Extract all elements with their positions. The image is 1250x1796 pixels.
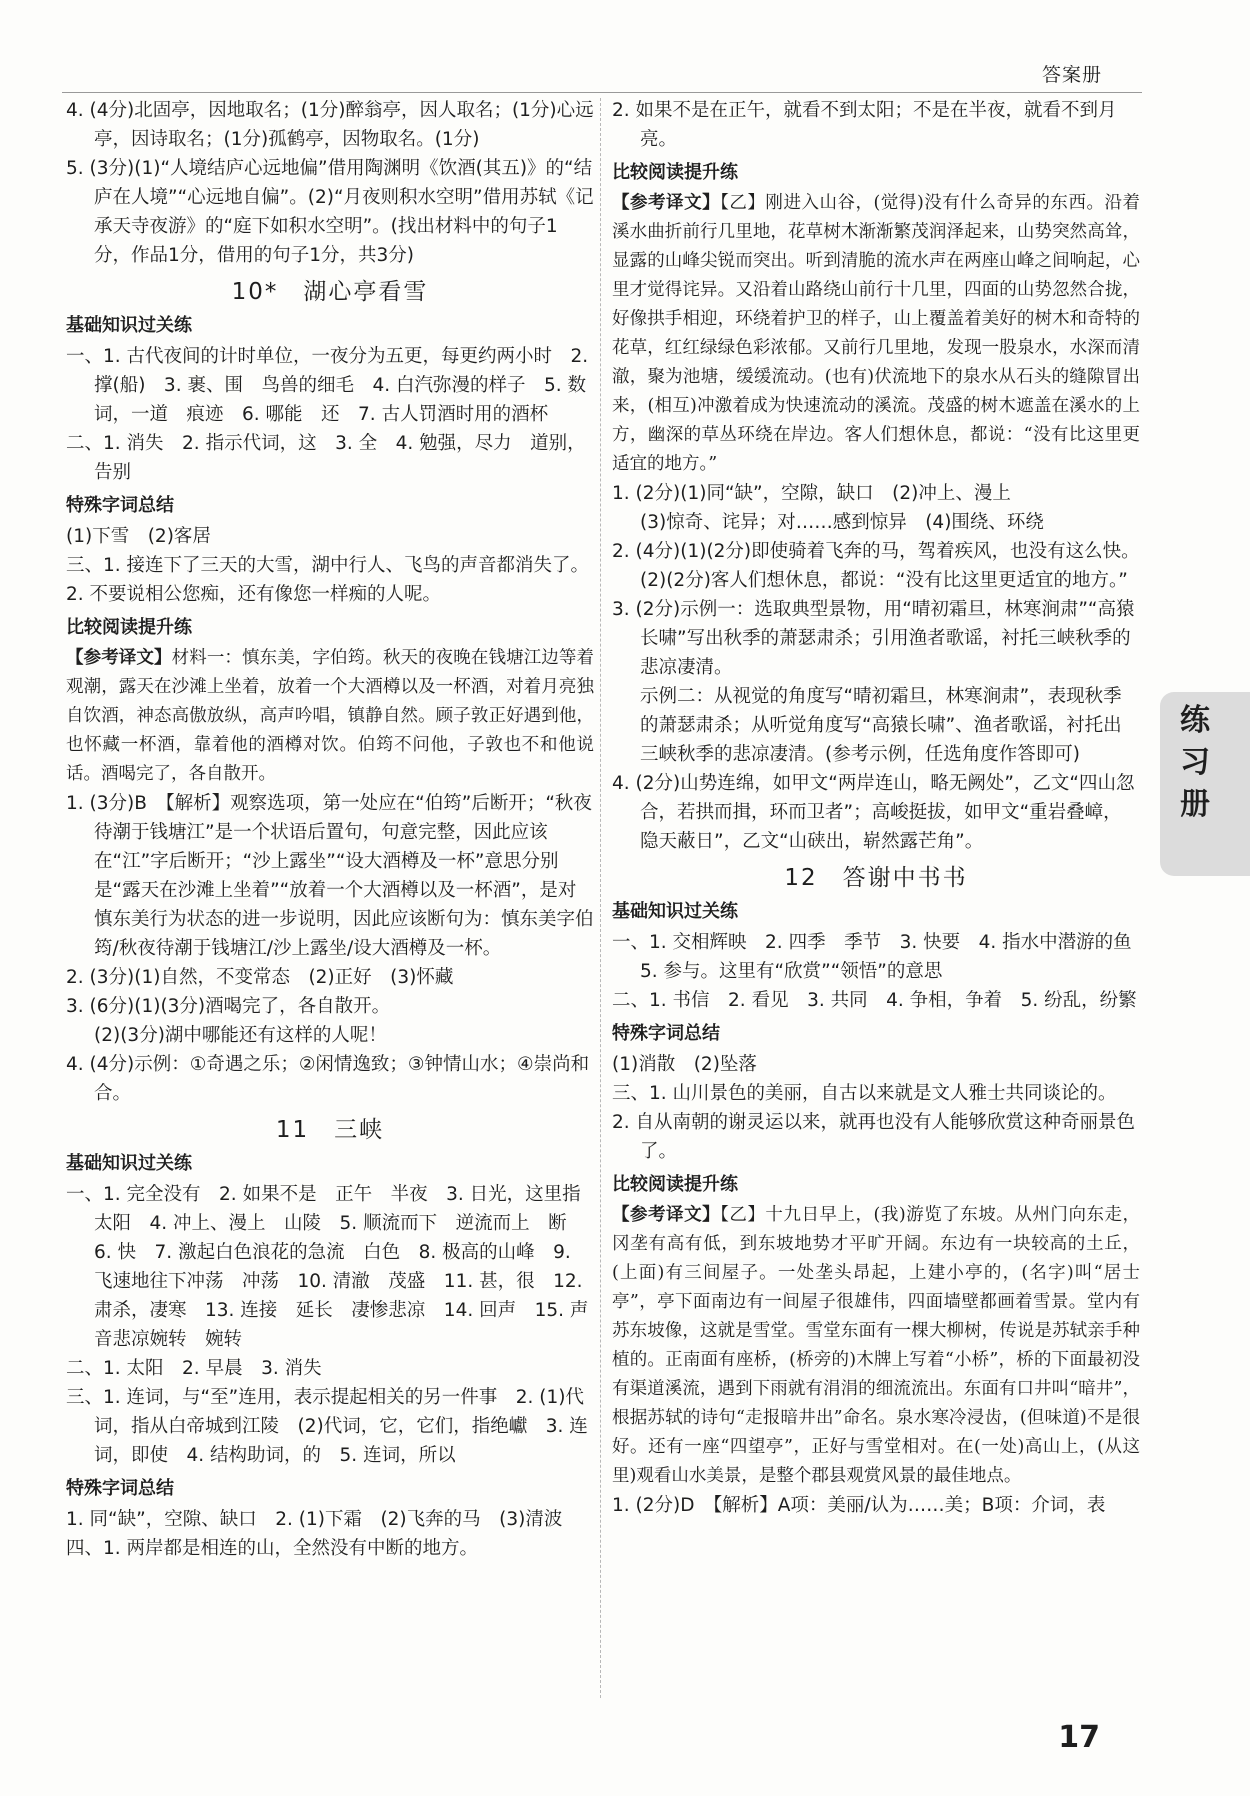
answer-item: 2. 不要说相公您痴，还有像您一样痴的人呢。 <box>66 584 442 605</box>
answer-item: 1. (3分)B 【解析】观察选项，第一处应在“伯筠”后断开；“秋夜待潮于钱塘江”是一个状语后置句，句意完整，因此应该在“江”字后断开；“沙上露坐”“设大酒樽及一杯”意思分别是“露天在沙滩上坐着”“放着一个大酒樽以及一杯酒”，是对慎东美行为状态的进一步说明，因此应该断句为：慎东美字伯筠/秋夜待潮于钱塘江/沙上露坐/设大酒樽及一杯。 <box>66 793 594 959</box>
translation-text: 【乙】刚进入山谷，(觉得)没有什么奇异的东西。沿着溪水曲折前行几里地，花草树木渐渐繁茂润泽起来，山势突然高耸，显露的山峰尖锐而突出。听到清脆的流水声在两座山峰之间响起，心里才觉得诧异。又沿着山路绕山前行十几里，四面的山势忽然合拢，好像拱手相迎，环绕着护卫的样子，山上覆盖着美好的树木和奇特的花草，红红绿绿色彩浓郁。又前行几里地，发现一股泉水，水深而清澈，聚为池塘，缓缓流动。(也有)伏流地下的泉水从石头的缝隙冒出来，(相互)冲激着成为快速流动的溪流。茂盛的树木遮盖在溪水的上方，幽深的草丛环绕在岸边。客人们想休息，都说：“没有比这里更适宜的地方。” <box>612 193 1141 474</box>
translation-tag: 【参考译文】 <box>612 1205 721 1225</box>
answer-item: 一、1. 完全没有 2. 如果不是 正午 半夜 3. 日光，这里指太阳 4. 冲上、漫上 山陵 5. 顺流而下 逆流而上 断 6. 快 7. 激起白色浪花的急流 白色 8. 极高的山峰 9. 飞速地往下冲荡 冲荡 10. 清澈 茂盛 11. 甚，很 12. 肃杀，凄寒 13. 连接 延长 凄惨悲凉 14. 回声 15. 声音悲凉婉转 婉转 <box>66 1184 589 1350</box>
answer-item: 4. (2分)山势连绵，如甲文“两岸连山，略无阙处”，乙文“四山忽合，若拱而揖，环而卫者”；高峻挺拔，如甲文“重岩叠嶂，隐天蔽日”，乙文“山硖出，崭然露芒角”。 <box>612 773 1135 852</box>
answer-item: 2. 自从南朝的谢灵运以来，就再也没有人能够欣赏这种奇丽景色了。 <box>612 1112 1136 1162</box>
answer-item: 四、1. 两岸都是相连的山，全然没有中断的地方。 <box>66 1538 479 1559</box>
answer-item: 二、1. 太阳 2. 早晨 3. 消失 <box>66 1358 322 1379</box>
answer-subitem: (2)(3分)湖中哪能还有这样的人呢！ <box>94 1025 387 1046</box>
answer-item: 一、1. 交相辉映 2. 四季 季节 3. 快要 4. 指水中潜游的鱼 5. 参与。这里有“欣赏”“领悟”的意思 <box>612 932 1151 982</box>
answer-item: 3. (2分)示例一：选取典型景物，用“晴初霜旦，林寒涧肃”“高猿长啸”写出秋季的萧瑟肃杀；引用渔者歌谣，衬托三峡秋季的悲凉凄清。 <box>612 599 1135 678</box>
reference-translation <box>612 1201 1140 1491</box>
answer-subitem: 示例二：从视觉的角度写“晴初霜旦，林寒涧肃”，表现秋季的萧瑟肃杀；从听觉角度写“高猿长啸”、渔者歌谣，衬托出三峡秋季的悲凉凄清。(参考示例，任选角度作答即可) <box>640 686 1122 765</box>
answer-item: 5. (3分)(1)“人境结庐心远地偏”借用陶渊明《饮酒(其五)》的“结庐在人境”“心远地自偏”。(2)“月夜则积水空明”借用苏轼《记承天寺夜游》的“庭下如积水空明”。(找出材料中的句子1分，作品1分，借用的句子1分，共3分) <box>66 158 594 266</box>
answer-item: 2. (3分)(1)自然，不变常态 (2)正好 (3)怀藏 <box>66 967 454 988</box>
section-heading: 特殊字词总结 <box>612 1023 720 1044</box>
section-heading: 基础知识过关练 <box>66 315 192 336</box>
section-heading: 特殊字词总结 <box>66 1478 174 1499</box>
header-rule <box>62 92 1142 93</box>
section-heading: 比较阅读提升练 <box>612 162 738 183</box>
answer-item: 1. (2分)(1)同“缺”，空隙，缺口 (2)冲上、漫上 <box>612 483 1011 504</box>
section-heading: 基础知识过关练 <box>612 901 738 922</box>
page-number: 17 <box>1058 1720 1100 1755</box>
answer-item: 三、1. 山川景色的美丽，自古以来就是文人雅士共同谈论的。 <box>612 1083 1117 1104</box>
lesson-title: 12 答谢中书书 <box>784 865 968 891</box>
column-divider <box>600 98 601 1698</box>
answer-subitem: (2)(2分)客人们想休息，都说：“没有比这里更适宜的地方。” <box>640 570 1128 591</box>
answer-item: (1)下雪 (2)客居 <box>66 526 211 547</box>
translation-text: 材料一：慎东美，字伯筠。秋天的夜晚在钱塘江边等着观潮，露天在沙滩上坐着，放着一个大酒樽以及一杯酒，对着月亮独自饮酒，神态高傲放纵，高声吟唱，镇静自然。顾子敦正好遇到他，也怀藏一杯酒，靠着他的酒樽对饮。伯筠不问他，子敦也不和他说话。酒喝完了，各自散开。 <box>66 648 595 784</box>
answer-item: 4. (4分)北固亭，因地取名；(1分)醉翁亭，因人取名；(1分)心远亭，因诗取名；(1分)孤鹤亭，因物取名。(1分) <box>66 100 594 150</box>
translation-tag: 【参考译文】 <box>66 648 172 668</box>
answer-item: 2. 如果不是在正午，就看不到太阳；不是在半夜，就看不到月亮。 <box>612 100 1117 150</box>
answer-item: 三、1. 接连下了三天的大雪，湖中行人、飞鸟的声音都消失了。 <box>66 555 590 576</box>
right-column <box>612 96 1151 1520</box>
answer-item: (1)消散 (2)坠落 <box>612 1054 757 1075</box>
section-heading: 比较阅读提升练 <box>612 1174 738 1195</box>
reference-translation <box>66 644 594 789</box>
answer-item: 2. (4分)(1)(2分)即使骑着飞奔的马，驾着疾风，也没有这么快。 <box>612 541 1140 562</box>
answer-item: 一、1. 古代夜间的计时单位，一夜分为五更，每更约两小时 2. 撑(船) 3. 裹、围 鸟兽的细毛 4. 白汽弥漫的样子 5. 数词，一道 痕迹 6. 哪能 还 7. 古人罚酒时用的酒杯 <box>66 346 589 425</box>
translation-tag: 【参考译文】 <box>612 193 721 213</box>
reference-translation <box>612 189 1140 479</box>
left-column <box>66 96 594 1563</box>
side-tab-label: 练习册 <box>1180 703 1210 822</box>
answer-item: 1. 同“缺”，空隙、缺口 2. (1)下霜 (2)飞奔的马 (3)清波 <box>66 1509 563 1530</box>
answer-subitem: (3)惊奇、诧异；对……感到惊异 (4)围绕、环绕 <box>640 512 1044 533</box>
answer-item: 二、1. 消失 2. 指示代词，这 3. 全 4. 勉强，尽力 道别，告别 <box>66 433 586 483</box>
section-heading: 特殊字词总结 <box>66 495 174 516</box>
answer-item: 二、1. 书信 2. 看见 3. 共同 4. 争相，争着 5. 纷乱，纷繁 <box>612 990 1137 1011</box>
answer-item: 3. (6分)(1)(3分)酒喝完了，各自散开。 <box>66 996 391 1017</box>
header-label: 答案册 <box>1041 64 1102 86</box>
lesson-title: 10* 湖心亭看雪 <box>231 279 429 305</box>
section-heading: 基础知识过关练 <box>66 1153 192 1174</box>
answer-item: 三、1. 连词，与“至”连用，表示提起相关的另一件事 2. (1)代词，指从白帝城到江陵 (2)代词，它，它们，指绝巘 3. 连词，即使 4. 结构助词，的 5. 连词，所以 <box>66 1387 588 1466</box>
section-heading: 比较阅读提升练 <box>66 617 192 638</box>
answer-item: 4. (4分)示例：①奇遇之乐；②闲情逸致；③钟情山水；④崇尚和合。 <box>66 1054 590 1104</box>
answer-item: 1. (2分)D 【解析】A项：美丽/认为……美；B项：介词，表 <box>612 1495 1106 1516</box>
lesson-title: 11 三峡 <box>275 1117 385 1143</box>
translation-text: 【乙】十九日早上，(我)游览了东坡。从州门向东走，冈垄有高有低，到东坡地势才平旷开阔。东边有一块较高的土丘，(上面)有三间屋子。一处垄头昂起，上建小亭的，(名字)叫“居士亭”，亭下面南边有一间屋子很雄伟，四面墙壁都画着雪景。堂内有苏东坡像，这就是雪堂。雪堂东面有一棵大柳树，传说是苏轼亲手种植的。正南面有座桥，(桥旁的)木牌上写着“小桥”，桥的下面最初没有渠道溪流，遇到下雨就有涓涓的细流流出。东面有口井叫“暗井”，根据苏轼的诗句“走报暗井出”命名。泉水寒冷浸齿，(但味道)不是很好。还有一座“四望亭”，正好与雪堂相对。在(一处)高山上，(从这里)观看山水美景，是整个郡县观赏风景的最佳地点。 <box>612 1205 1141 1486</box>
